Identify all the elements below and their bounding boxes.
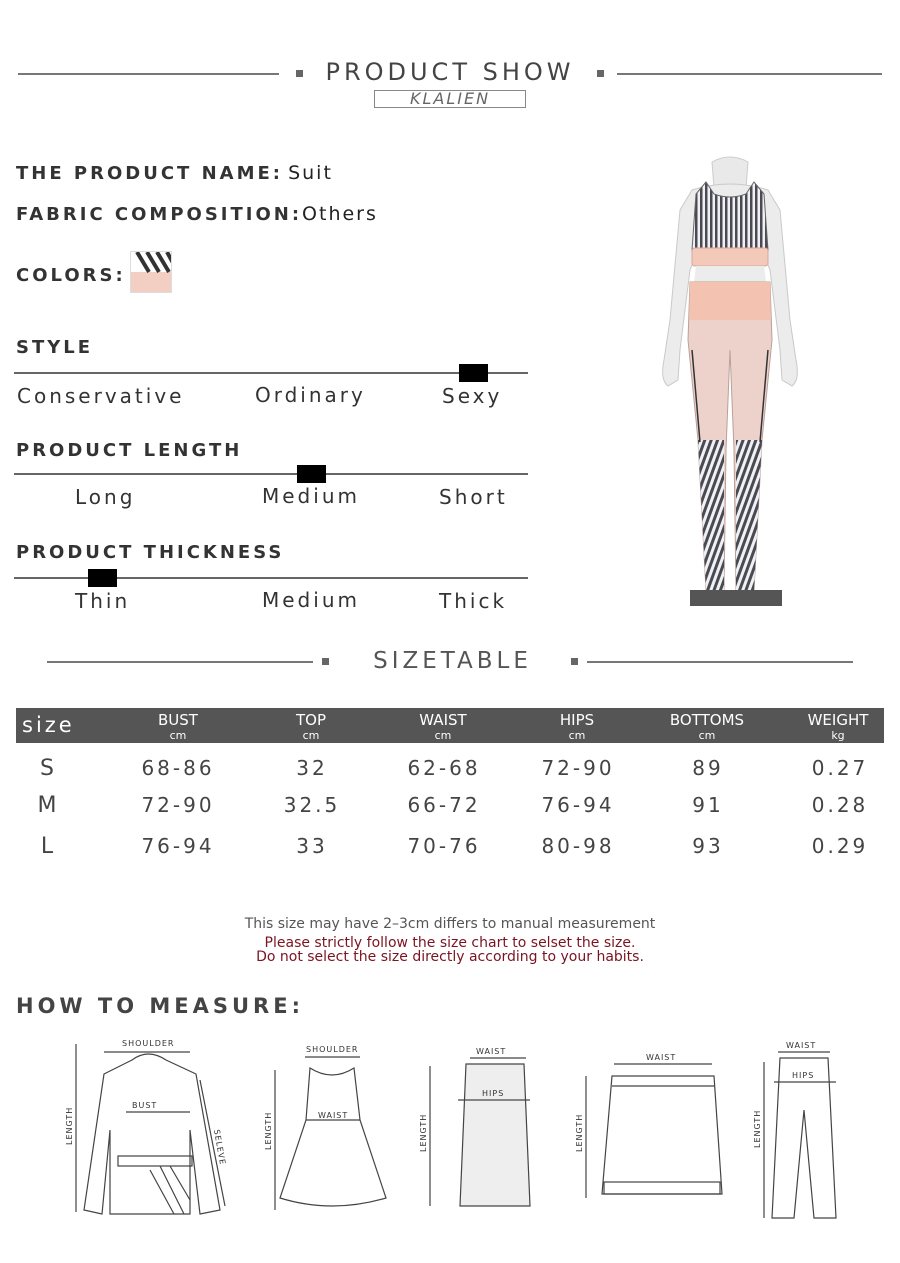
header-bottoms-unit: cm	[698, 729, 716, 742]
header-hips-label: HIPS	[559, 711, 595, 729]
size-table-cell: 76-94	[141, 834, 215, 858]
pants-hips-label: HIPS	[792, 1071, 815, 1080]
skirt-length-label: LENGTH	[419, 1113, 428, 1152]
style-option-sexy: Sexy	[442, 384, 503, 408]
header-hips-unit: cm	[568, 729, 586, 742]
product-name-label: THE PRODUCT NAME:	[16, 163, 283, 184]
length-title: PRODUCT LENGTH	[16, 440, 243, 461]
thickness-title: PRODUCT THICKNESS	[16, 542, 285, 563]
size-table-cell: 72-90	[541, 756, 615, 780]
pants-diagram-icon	[753, 1041, 836, 1218]
size-table-cell: 70-76	[407, 834, 481, 858]
header-waist	[393, 708, 493, 743]
note-habits: Do not select the size directly according to your habits.	[256, 949, 644, 965]
dress-waist-label: WAIST	[318, 1111, 349, 1120]
length-option-medium: Medium	[262, 484, 360, 508]
sizetable-rule-left	[47, 661, 313, 663]
size-row-label: M	[37, 793, 57, 818]
shorts-waist-label: WAIST	[646, 1053, 677, 1062]
style-marker	[459, 364, 488, 382]
header-waist-label: WAIST	[419, 711, 467, 729]
header-top-unit: cm	[302, 729, 320, 742]
note-measurement: This size may have 2–3cm differs to manual measurement	[244, 916, 656, 932]
header-bust	[128, 708, 228, 743]
size-table-cell: 32	[296, 756, 328, 780]
header-top	[261, 708, 361, 743]
size-table-cell: 0.28	[811, 793, 869, 817]
size-table-cell: 62-68	[407, 756, 481, 780]
product-name-value: Suit	[288, 162, 333, 184]
colors-label: COLORS:	[16, 265, 126, 286]
jacket-bust-label: BUST	[132, 1101, 158, 1110]
size-table-cell: 68-86	[141, 756, 215, 780]
fabric-value: Others	[302, 203, 378, 225]
jacket-length-label: LENGTH	[65, 1106, 74, 1145]
header-rule-right	[617, 73, 882, 75]
header-waist-unit: cm	[434, 729, 452, 742]
header-weight	[788, 708, 888, 743]
size-table-cell: 76-94	[541, 793, 615, 817]
sizetable-title: SIZETABLE	[373, 648, 532, 674]
header-bottoms-label: BOTTOMS	[669, 711, 745, 729]
note-follow-chart: Please strictly follow the size chart to selset the size.	[264, 935, 636, 951]
thickness-option-thin: Thin	[75, 589, 131, 613]
skirt-diagram-icon	[419, 1047, 530, 1206]
style-title: STYLE	[16, 337, 94, 358]
measure-diagrams	[0, 1030, 900, 1230]
product-name-row	[16, 162, 333, 184]
brand-label: KLALIEN	[374, 90, 526, 108]
thickness-option-medium: Medium	[262, 588, 360, 612]
header-bottoms	[652, 708, 762, 743]
jacket-sleeve-label: SELEVE	[212, 1128, 228, 1166]
style-option-conservative: Conservative	[17, 384, 185, 408]
sizetable-square-right	[571, 658, 578, 665]
striped-pink-swatch-icon	[131, 252, 172, 293]
size-table-cell: 66-72	[407, 793, 481, 817]
pants-length-label: LENGTH	[753, 1109, 762, 1148]
jacket-diagram-icon	[65, 1039, 227, 1214]
style-option-ordinary: Ordinary	[255, 383, 366, 407]
thickness-option-thick: Thick	[439, 589, 508, 613]
length-option-long: Long	[75, 485, 136, 509]
size-table-header	[16, 708, 884, 743]
pants-waist-label: WAIST	[786, 1041, 817, 1050]
page-title: PRODUCT SHOW	[325, 58, 575, 86]
size-row-label: L	[40, 834, 54, 859]
shorts-diagram-icon	[575, 1053, 722, 1198]
length-option-short: Short	[439, 485, 508, 509]
skirt-hips-label: HIPS	[482, 1089, 505, 1098]
jacket-shoulder-label: SHOULDER	[122, 1039, 175, 1048]
size-table-cell: 32.5	[283, 793, 341, 817]
size-table-cell: 80-98	[541, 834, 615, 858]
length-marker	[297, 465, 326, 483]
fabric-row	[16, 203, 378, 225]
size-table-cell: 91	[692, 793, 724, 817]
header-size: size	[22, 713, 75, 737]
how-to-measure-title: HOW TO MEASURE:	[16, 994, 304, 1018]
size-table-cell: 72-90	[141, 793, 215, 817]
thickness-marker	[88, 569, 117, 587]
header-weight-unit: kg	[831, 729, 845, 742]
fabric-label: FABRIC COMPOSITION:	[16, 204, 303, 225]
header-bust-unit: cm	[169, 729, 187, 742]
sizetable-square-left	[322, 658, 329, 665]
size-table-cell: 33	[296, 834, 328, 858]
size-table-cell: 89	[692, 756, 724, 780]
color-swatch[interactable]	[130, 251, 172, 293]
size-table-cell: 0.27	[811, 756, 869, 780]
header-rule-left	[18, 73, 279, 75]
header-weight-label: WEIGHT	[807, 711, 869, 729]
length-scale-line	[14, 473, 528, 475]
header-bust-label: BUST	[158, 711, 198, 729]
header-hips	[527, 708, 627, 743]
product-image	[630, 150, 830, 610]
dress-length-label: LENGTH	[264, 1111, 273, 1150]
style-scale-line	[14, 372, 528, 374]
header-square-right	[597, 70, 604, 77]
dress-shoulder-label: SHOULDER	[306, 1045, 359, 1054]
dress-diagram-icon	[264, 1045, 386, 1210]
shorts-length-label: LENGTH	[575, 1113, 584, 1152]
size-row-label: S	[40, 756, 54, 781]
sizetable-rule-right	[587, 661, 853, 663]
size-table-cell: 0.29	[811, 834, 869, 858]
size-table-cell: 93	[692, 834, 724, 858]
skirt-waist-label: WAIST	[476, 1047, 507, 1056]
header-top-label: TOP	[295, 711, 326, 729]
